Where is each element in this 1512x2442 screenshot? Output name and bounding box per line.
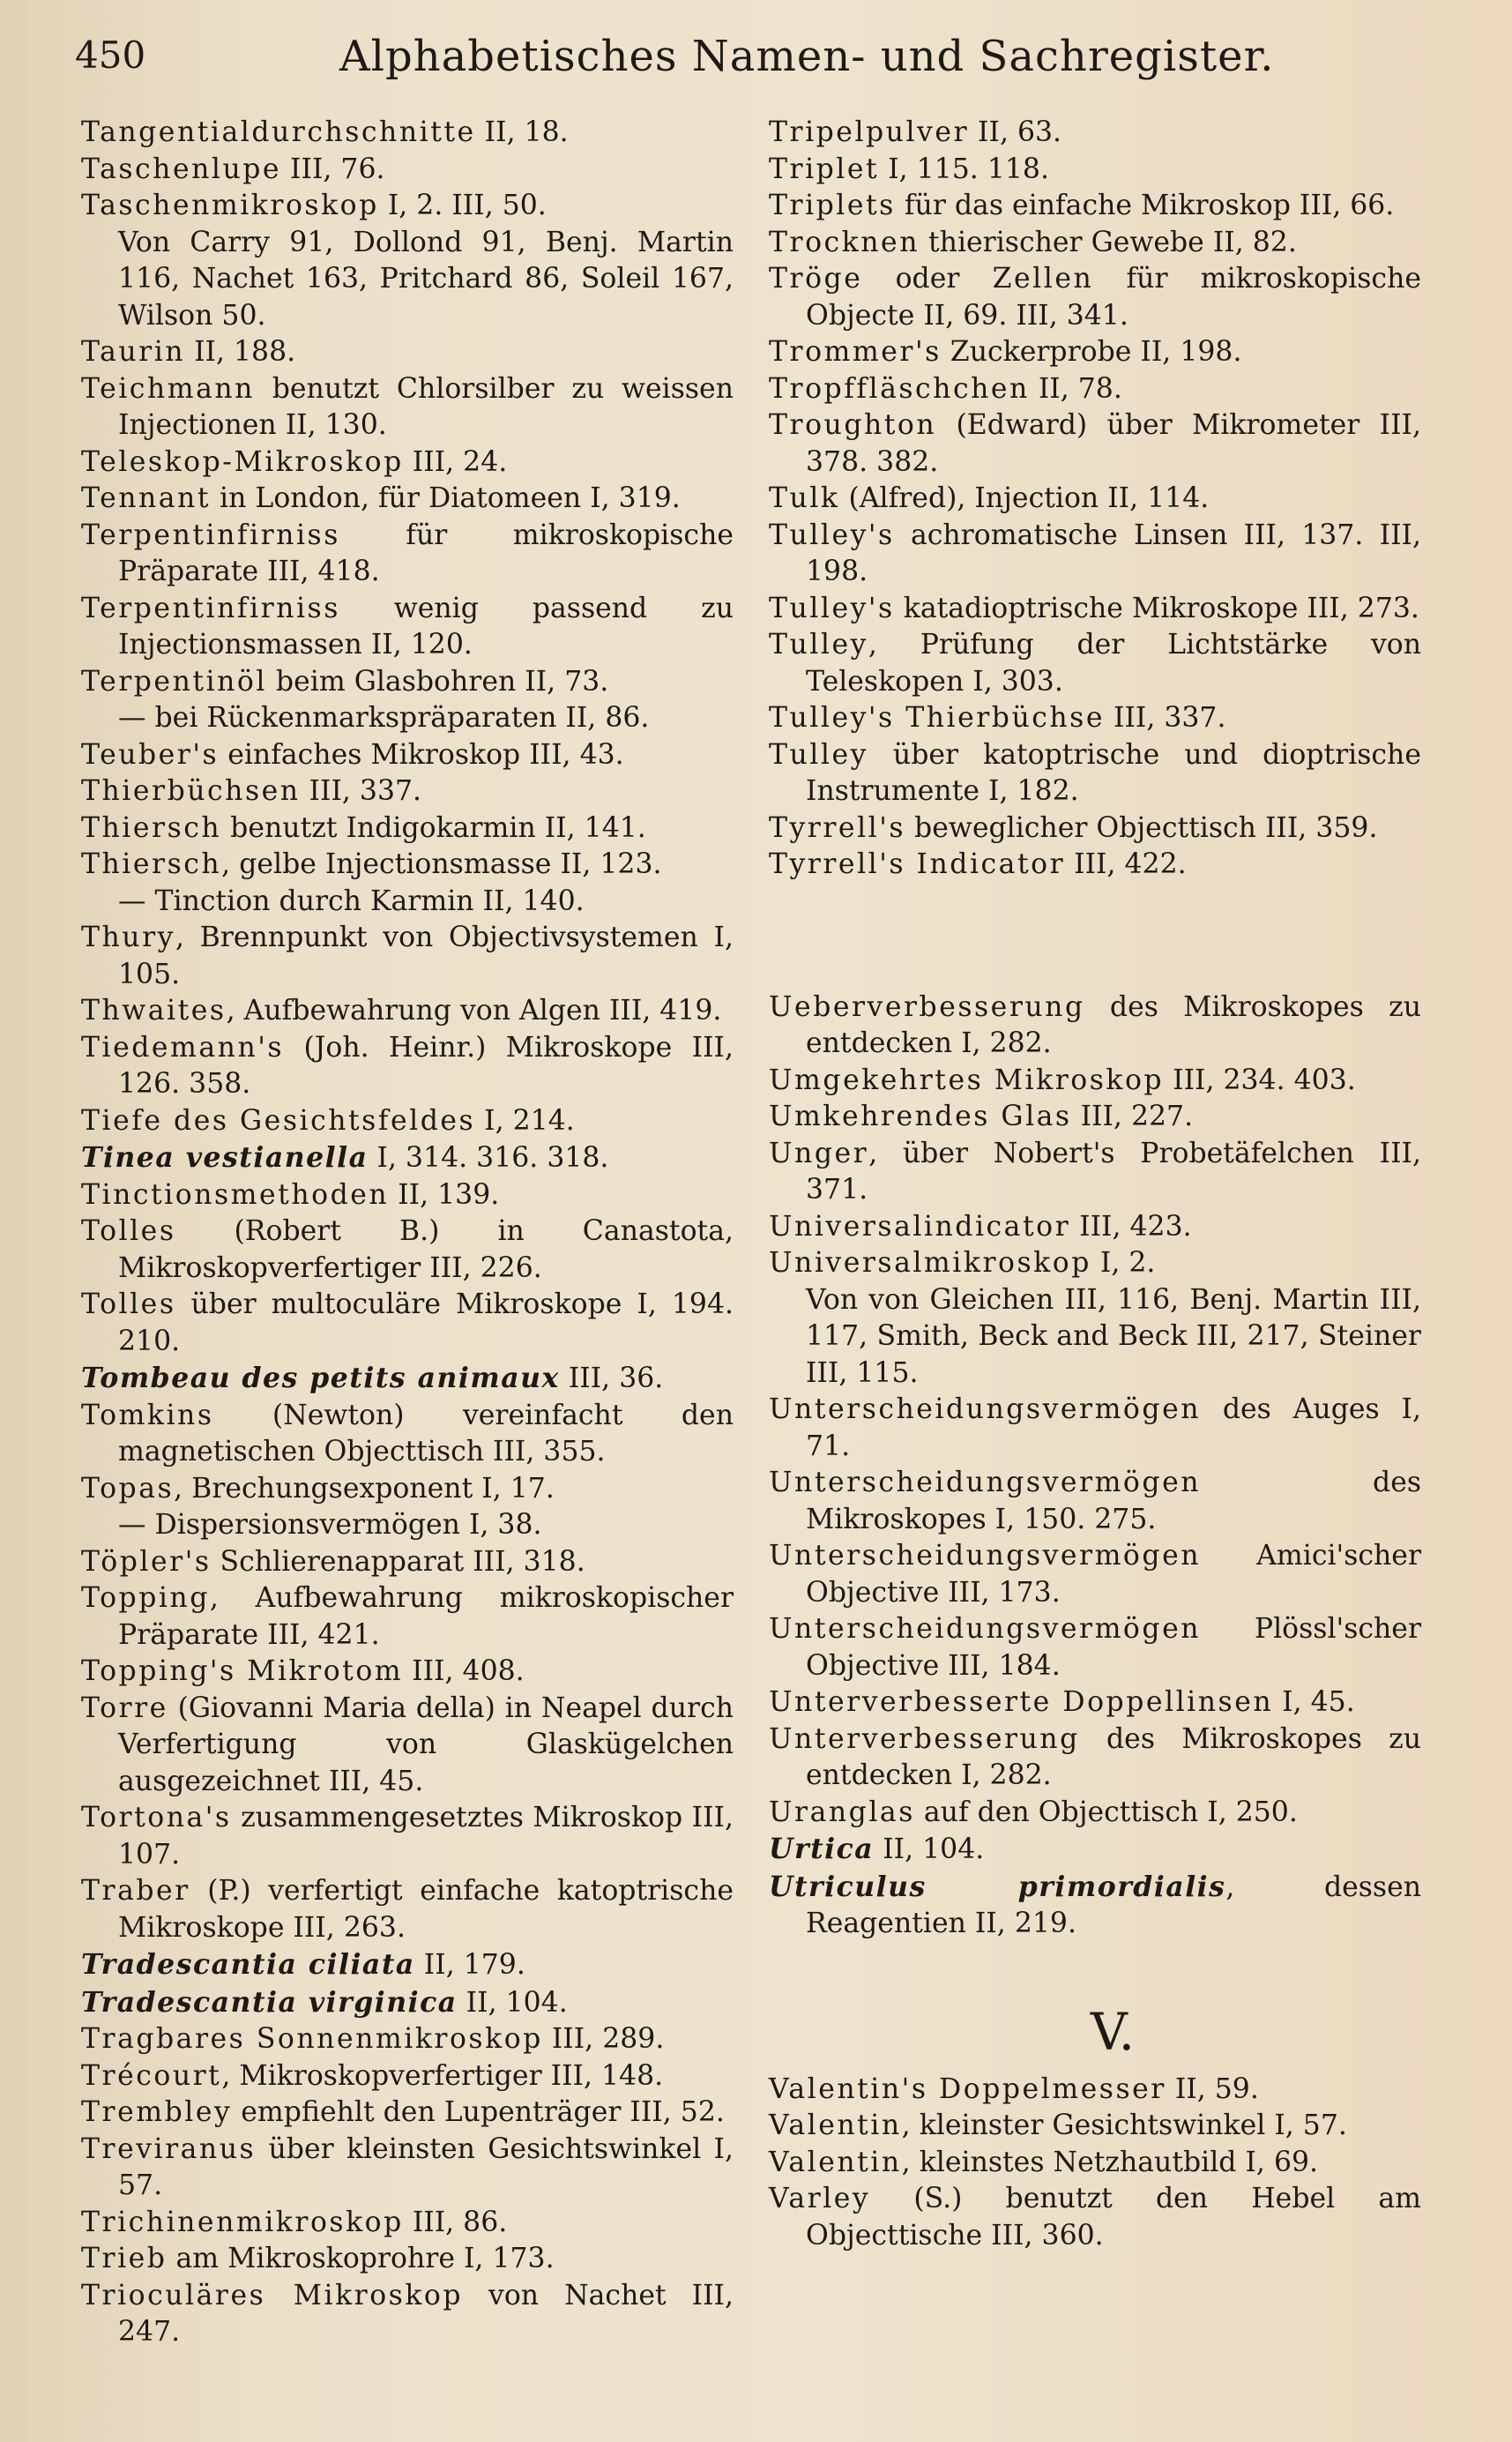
- index-entry: [81, 1691, 734, 1801]
- section-v-entries: [769, 2072, 1421, 2255]
- entry-text: , kleinster Gesichtswinkel I, 57.: [901, 2110, 1347, 2141]
- entry-headword: Tomkins: [81, 1399, 214, 1431]
- entry-headword: Teleskop-Mikroskop: [81, 445, 404, 478]
- index-entry: [769, 2181, 1421, 2254]
- entry-text: II, 188.: [185, 336, 296, 368]
- entry-text: I, 115. 118.: [879, 153, 1049, 185]
- index-entry: [81, 2095, 734, 2132]
- entry-text: , Brechungsexponent I, 17.: [174, 1472, 555, 1505]
- entry-headword: Tragbares Sonnenmikroskop: [81, 2023, 543, 2055]
- entry-text: III, 227.: [1071, 1101, 1194, 1132]
- entry-text: , Aufbewahrung von Algen III, 419.: [226, 995, 722, 1027]
- index-entry: [81, 1360, 734, 1398]
- entry-headword: Troughton: [769, 409, 937, 441]
- index-entry: [81, 1984, 734, 2022]
- entry-italic-term: Urtica: [769, 1833, 875, 1865]
- index-entry: [769, 1465, 1421, 1538]
- entry-headword: Taschenmikroskop: [81, 190, 379, 221]
- index-entry: [769, 1538, 1421, 1611]
- index-entry: [81, 1287, 734, 1360]
- index-entry: [81, 1103, 734, 1140]
- entry-headword: Topping: [81, 1582, 210, 1614]
- index-entry: [769, 1245, 1421, 1282]
- entry-text: II, 139.: [389, 1178, 500, 1211]
- entry-text: , gelbe Injectionsmasse II, 123.: [221, 848, 662, 880]
- entry-text: benutzt Indigokarmin II, 141.: [221, 811, 646, 844]
- entry-text: von Nachet III, 247.: [118, 2279, 734, 2348]
- entry-text: des Auges I, 71.: [806, 1393, 1421, 1462]
- index-entry: [769, 371, 1421, 408]
- running-title: Alphabetisches Namen- und Sachregister.: [339, 32, 1275, 81]
- entry-text: I, 214.: [475, 1104, 575, 1137]
- index-entry: [81, 225, 734, 335]
- index-entry: [81, 1580, 734, 1654]
- entry-text: (Newton) vereinfacht den magnetischen Objecttisch III, 355.: [118, 1399, 734, 1467]
- entry-text: III, 423.: [1070, 1210, 1192, 1243]
- entry-text: achromatische Linsen III, 137. III, 198.: [806, 519, 1421, 587]
- entry-headword: Unterscheidungsvermögen: [769, 1540, 1201, 1572]
- index-entry: [81, 591, 734, 664]
- entry-headword: Unterscheidungsvermögen: [769, 1613, 1201, 1645]
- page-header: [75, 25, 1450, 95]
- entry-text: wenig passend zu Injectionsmassen II, 120.: [118, 592, 734, 661]
- entry-headword: Thierbüchsen: [81, 775, 301, 807]
- section-letter-v: V.: [1090, 2001, 1136, 2062]
- entry-headword: Valentin: [769, 2146, 902, 2178]
- index-entry: [81, 664, 734, 701]
- index-entry: [769, 1831, 1421, 1869]
- entry-headword: Tröge: [769, 263, 863, 295]
- entry-headword: Valentin: [769, 2110, 902, 2141]
- entry-headword: Umgekehrtes Mikroskop: [769, 1064, 1165, 1096]
- entry-text: (P.) verfertigt einfache katoptrische Mikroskope III, 263.: [118, 1875, 734, 1944]
- entry-headword: Thwaites: [81, 995, 227, 1027]
- entry-text: , kleinstes Netzhautbild I, 69.: [901, 2146, 1319, 2178]
- entry-headword: Traber: [81, 1875, 190, 1907]
- entry-headword: Tiedemann's: [81, 1031, 285, 1064]
- index-entry: [769, 591, 1421, 628]
- index-entry: [769, 737, 1421, 810]
- section-t-entries: [769, 115, 1421, 884]
- index-entry: [769, 2145, 1421, 2182]
- entry-text: III, 36.: [559, 1363, 664, 1394]
- entry-headword: Terpentinfirniss: [81, 519, 340, 551]
- index-entry: [81, 444, 734, 482]
- entry-headword: Tulley's: [769, 592, 895, 624]
- entry-text: am Mikroskoprohre I, 173.: [167, 2243, 555, 2274]
- entry-headword: Valentin's Doppelmesser: [769, 2072, 1166, 2105]
- entry-text: über katoptrische und dioptrische Instrumente I, 182.: [806, 738, 1421, 807]
- index-entry: [81, 2021, 734, 2058]
- entry-text: (Joh. Heinr.) Mikroskope III, 126. 358.: [118, 1031, 734, 1100]
- entry-headword: Tulley's: [769, 519, 895, 551]
- index-entry: [81, 152, 734, 189]
- entry-text: in London, für Diatomeen I, 319.: [211, 482, 681, 514]
- index-entry: [81, 847, 734, 884]
- entry-text: II, 63.: [969, 116, 1062, 148]
- index-entry: [81, 993, 734, 1030]
- section-u-entries: [769, 989, 1421, 1943]
- entry-text: II, 78.: [1029, 372, 1122, 405]
- index-entry: [81, 1398, 734, 1471]
- entry-text: des Mikroskopes I, 150. 275.: [806, 1467, 1421, 1535]
- index-entry: [769, 1099, 1421, 1136]
- entry-headword: Universalindicator: [769, 1210, 1071, 1243]
- index-entry: [81, 518, 734, 591]
- left-column: [81, 115, 734, 2351]
- entry-text: I, 2. III, 50.: [378, 190, 547, 221]
- entry-headword: Tulley's Thierbüchse: [769, 702, 1105, 734]
- entry-headword: Taurin: [81, 336, 186, 368]
- index-entry: [81, 188, 734, 225]
- entry-headword: Terpentinöl: [81, 665, 267, 698]
- entry-headword: Unterscheidungsvermögen: [769, 1393, 1201, 1425]
- entry-text: II, 179.: [414, 1949, 525, 1981]
- index-entry: [769, 152, 1421, 189]
- index-entry: [769, 2108, 1421, 2145]
- index-entry: [769, 407, 1421, 481]
- index-entry: [769, 1209, 1421, 1246]
- entry-headword: Tolles: [81, 1288, 176, 1320]
- entry-headword: Tangentialdurchschnitte: [81, 116, 476, 148]
- entry-text: III, 408.: [403, 1655, 525, 1687]
- entry-text: thierischer Gewebe II, 82.: [919, 226, 1297, 258]
- index-entry: [769, 989, 1421, 1063]
- entry-text: oder: [862, 263, 993, 295]
- index-entry: [769, 1869, 1421, 1943]
- index-entry: [81, 1214, 734, 1287]
- index-entry: [769, 188, 1421, 225]
- index-entry: [769, 1136, 1421, 1209]
- entry-text: III, 422.: [1065, 848, 1187, 880]
- index-entry: [81, 884, 734, 921]
- entry-text: — bei Rückenmarkspräparaten II, 86.: [118, 702, 650, 734]
- entry-headword: Trichinenmikroskop: [81, 2206, 404, 2238]
- entry-headword: Unger: [769, 1137, 869, 1169]
- entry-text: auf den Objecttisch I, 250.: [914, 1796, 1298, 1828]
- index-entry: [81, 810, 734, 848]
- index-entry: [81, 1873, 734, 1946]
- entry-text: Amici'scher Objective III, 173.: [806, 1540, 1421, 1609]
- index-entry: [769, 518, 1421, 591]
- entry-text: (Giovanni Maria della) in Neapel durch Verfertigung von Glaskügelchen ausgezeichnet III, 45.: [118, 1691, 734, 1797]
- entry-text: empfiehlt den Lupenträger III, 52.: [232, 2096, 725, 2128]
- entry-headword: Universalmikroskop: [769, 1247, 1091, 1279]
- entry-headword: Thiersch: [81, 811, 222, 844]
- entry-headword: Tripelpulver: [769, 116, 970, 148]
- index-entry: [81, 920, 734, 993]
- index-entry: [81, 2058, 734, 2095]
- entry-headword: Tulk: [769, 482, 840, 514]
- entry-text: I, 2.: [1091, 1247, 1156, 1279]
- entry-text: katadioptrische Mikroskope III, 273.: [894, 592, 1419, 624]
- index-entry: [769, 1684, 1421, 1721]
- index-entry: [81, 2205, 734, 2242]
- index-entry: [81, 1507, 734, 1544]
- index-entry: [81, 371, 734, 444]
- entry-headword: Thury: [81, 922, 175, 953]
- entry-headword: Trécourt: [81, 2059, 222, 2092]
- entry-headword: Triplet: [769, 153, 880, 185]
- entry-headword: Uranglas: [769, 1796, 915, 1828]
- entry-text: I, 314. 316. 318.: [368, 1142, 609, 1174]
- entry-text: III, 337.: [1104, 702, 1226, 734]
- entry-headword: Teichmann: [81, 372, 255, 405]
- index-entry: [81, 1800, 734, 1873]
- index-entry: [769, 847, 1421, 884]
- index-entry: [769, 1282, 1421, 1393]
- entry-text: zusammengesetztes Mikroskop III, 107.: [118, 1802, 734, 1871]
- entry-text: III, 24.: [403, 445, 508, 478]
- index-entry: [81, 773, 734, 810]
- section-gap: [769, 1943, 1421, 1992]
- entry-text: für das einfache Mikroskop III, 66.: [895, 190, 1395, 221]
- entry-headword: Tolles: [81, 1215, 176, 1247]
- entry-text: beweglicher Objecttisch III, 359.: [905, 811, 1378, 844]
- entry-headword: Teuber's: [81, 738, 220, 771]
- index-entry: [769, 1795, 1421, 1832]
- entry-text: , Prüfung der Lichtstärke von Teleskopen I, 303.: [806, 629, 1421, 698]
- entry-text: Plössl'scher Objective III, 184.: [806, 1613, 1421, 1682]
- entry-text: des Mikroskopes zu entdecken I, 282.: [806, 1722, 1421, 1791]
- entry-text: II, 59.: [1166, 2072, 1259, 2105]
- index-entry: [81, 1654, 734, 1691]
- entry-headword: Tropffläschchen: [769, 372, 1030, 405]
- entry-headword: Trieb: [81, 2243, 168, 2274]
- entry-headword: Topping's Mikrotom: [81, 1655, 404, 1687]
- entry-text: (Robert B.) in Canastota, Mikroskopverfertiger III, 226.: [118, 1215, 734, 1284]
- entry-text: für mikroskopische Objecte II, 69. III, 341.: [806, 263, 1421, 332]
- entry-text: Schlierenapparat III, 318.: [211, 1545, 585, 1578]
- entry-headword: Tortona's: [81, 1802, 232, 1833]
- right-column: [769, 115, 1421, 2254]
- entry-headword: Tyrrell's: [769, 811, 906, 844]
- entry-headword: Trembley: [81, 2096, 233, 2128]
- index-entry: [769, 810, 1421, 848]
- entry-italic-term: Tradescantia virginica: [81, 1985, 458, 2019]
- index-entry: [81, 2278, 734, 2351]
- index-entry: [81, 1544, 734, 1581]
- index-entry: [81, 1177, 734, 1214]
- entry-headword: Tinctionsmethoden: [81, 1178, 390, 1211]
- entry-headword: Terpentinfirniss: [81, 592, 340, 624]
- index-entry: [81, 481, 734, 518]
- index-entry: [81, 2132, 734, 2205]
- index-entry: [81, 334, 734, 371]
- entry-headword: Ueberverbesserung: [769, 990, 1085, 1023]
- index-entry: [81, 1946, 734, 1984]
- index-entry: [769, 115, 1421, 152]
- entry-headword: Tulley: [769, 629, 868, 661]
- entry-text: (Alfred), Injection II, 114.: [839, 482, 1210, 514]
- index-entry: [81, 2241, 734, 2278]
- entry-text: (Edward) über Mikrometer III, 378. 382.: [806, 409, 1421, 478]
- entry-text: II, 18.: [475, 116, 569, 148]
- entry-text: , Aufbewahrung mikroskopischer Präparate III, 421.: [118, 1582, 734, 1651]
- entry-headword: Trioculäres Mikroskop: [81, 2279, 464, 2311]
- index-entry: [81, 115, 734, 152]
- index-entry: [81, 700, 734, 737]
- entry-text: Zuckerprobe II, 198.: [941, 336, 1242, 368]
- entry-text: benutzt Chlorsilber zu weissen Injectionen II, 130.: [118, 372, 734, 441]
- entry-text: für mikroskopische Präparate III, 418.: [118, 519, 734, 587]
- entry-text: , dessen Reagentien II, 219.: [806, 1871, 1422, 1939]
- index-entry: [769, 481, 1421, 518]
- entry-headword: Topas: [81, 1472, 175, 1505]
- entry-text: III, 86.: [403, 2206, 508, 2238]
- index-entry: [769, 1063, 1421, 1100]
- index-entry: [769, 700, 1421, 737]
- entry-text: , Brennpunkt von Objectivsystemen I, 105.: [118, 922, 734, 990]
- index-entry: [81, 1471, 734, 1508]
- entry-text: , Mikroskopverfertiger III, 148.: [221, 2059, 664, 2092]
- entry-headword: Umkehrendes Glas: [769, 1101, 1072, 1132]
- entry-text: III, 337.: [300, 775, 422, 807]
- entry-headword: Tiefe des Gesichtsfeldes: [81, 1104, 476, 1137]
- entry-headword: Torre: [81, 1691, 168, 1724]
- entry-headword: Varley: [769, 2183, 871, 2214]
- index-entry: [769, 1721, 1421, 1795]
- entry-headword: Trocknen: [769, 226, 920, 258]
- entry-headword: Treviranus: [81, 2132, 257, 2165]
- index-entry: [81, 737, 734, 774]
- entry-text: über multoculäre Mikroskope I, 194. 210.: [118, 1288, 734, 1357]
- entry-text: II, 104.: [457, 1986, 568, 2019]
- page-number: 450: [75, 34, 146, 77]
- index-entry: [769, 2072, 1421, 2109]
- entry-text: — Dispersionsvermögen I, 38.: [118, 1509, 542, 1541]
- entry-text: II, 104.: [874, 1833, 985, 1865]
- entry-text: über kleinsten Gesichtswinkel I, 57.: [118, 2132, 734, 2201]
- entry-headword: Zellen: [992, 263, 1094, 295]
- index-entry: [769, 334, 1421, 371]
- entry-italic-term: Tinea vestianella: [81, 1141, 369, 1174]
- index-entry: [81, 1139, 734, 1177]
- section-gap: [769, 884, 1421, 989]
- index-entry: [769, 261, 1421, 334]
- entry-italic-term: Tombeau des petits animaux: [81, 1362, 560, 1394]
- entry-text: beim Glasbohren II, 73.: [266, 665, 609, 698]
- entry-text: (S.) benutzt den Hebel am Objecttische III, 360.: [806, 2183, 1421, 2252]
- entry-text: III, 289.: [542, 2023, 665, 2055]
- index-entry: [769, 627, 1421, 700]
- entry-text: I, 45.: [1273, 1686, 1355, 1718]
- entry-text: des Mikroskopes zu entdecken I, 282.: [806, 990, 1421, 1059]
- index-entry: [81, 1030, 734, 1103]
- index-entry: [769, 1392, 1421, 1465]
- entry-headword: Töpler's: [81, 1545, 212, 1578]
- entry-headword: Tulley: [769, 738, 868, 771]
- entry-headword: Triplets: [769, 190, 896, 221]
- entry-text: Von von Gleichen III, 116, Benj. Martin III, 117, Smith, Beck and Beck III, 217, Steiner III, 115.: [806, 1283, 1421, 1389]
- entry-headword: Thiersch: [81, 848, 222, 880]
- index-entry: [769, 225, 1421, 262]
- entry-italic-term: Utriculus primordialis: [769, 1870, 1226, 1903]
- entry-headword: Unterverbesserung: [769, 1722, 1080, 1755]
- entry-headword: Tennant: [81, 482, 212, 514]
- entry-headword: Tyrrell's Indicator: [769, 848, 1066, 880]
- entry-text: III, 76.: [281, 153, 385, 185]
- entry-text: III, 234. 403.: [1164, 1064, 1356, 1096]
- entry-headword: Unterscheidungsvermögen: [769, 1467, 1201, 1498]
- entry-text: Von Carry 91, Dollond 91, Benj. Martin 116, Nachet 163, Pritchard 86, Soleil 167, Wilson 50.: [118, 226, 734, 332]
- entry-text: — Tinction durch Karmin II, 140.: [118, 885, 585, 917]
- entry-headword: Unterverbesserte Doppellinsen: [769, 1686, 1274, 1718]
- entry-italic-term: Tradescantia ciliata: [81, 1948, 415, 1981]
- entry-text: einfaches Mikroskop III, 43.: [219, 738, 624, 771]
- entry-headword: Trommer's: [769, 336, 942, 368]
- entry-headword: Taschenlupe: [81, 153, 282, 185]
- index-entry: [769, 1611, 1421, 1684]
- entry-text: , über Nobert's Probetäfelchen III, 371.: [806, 1137, 1421, 1206]
